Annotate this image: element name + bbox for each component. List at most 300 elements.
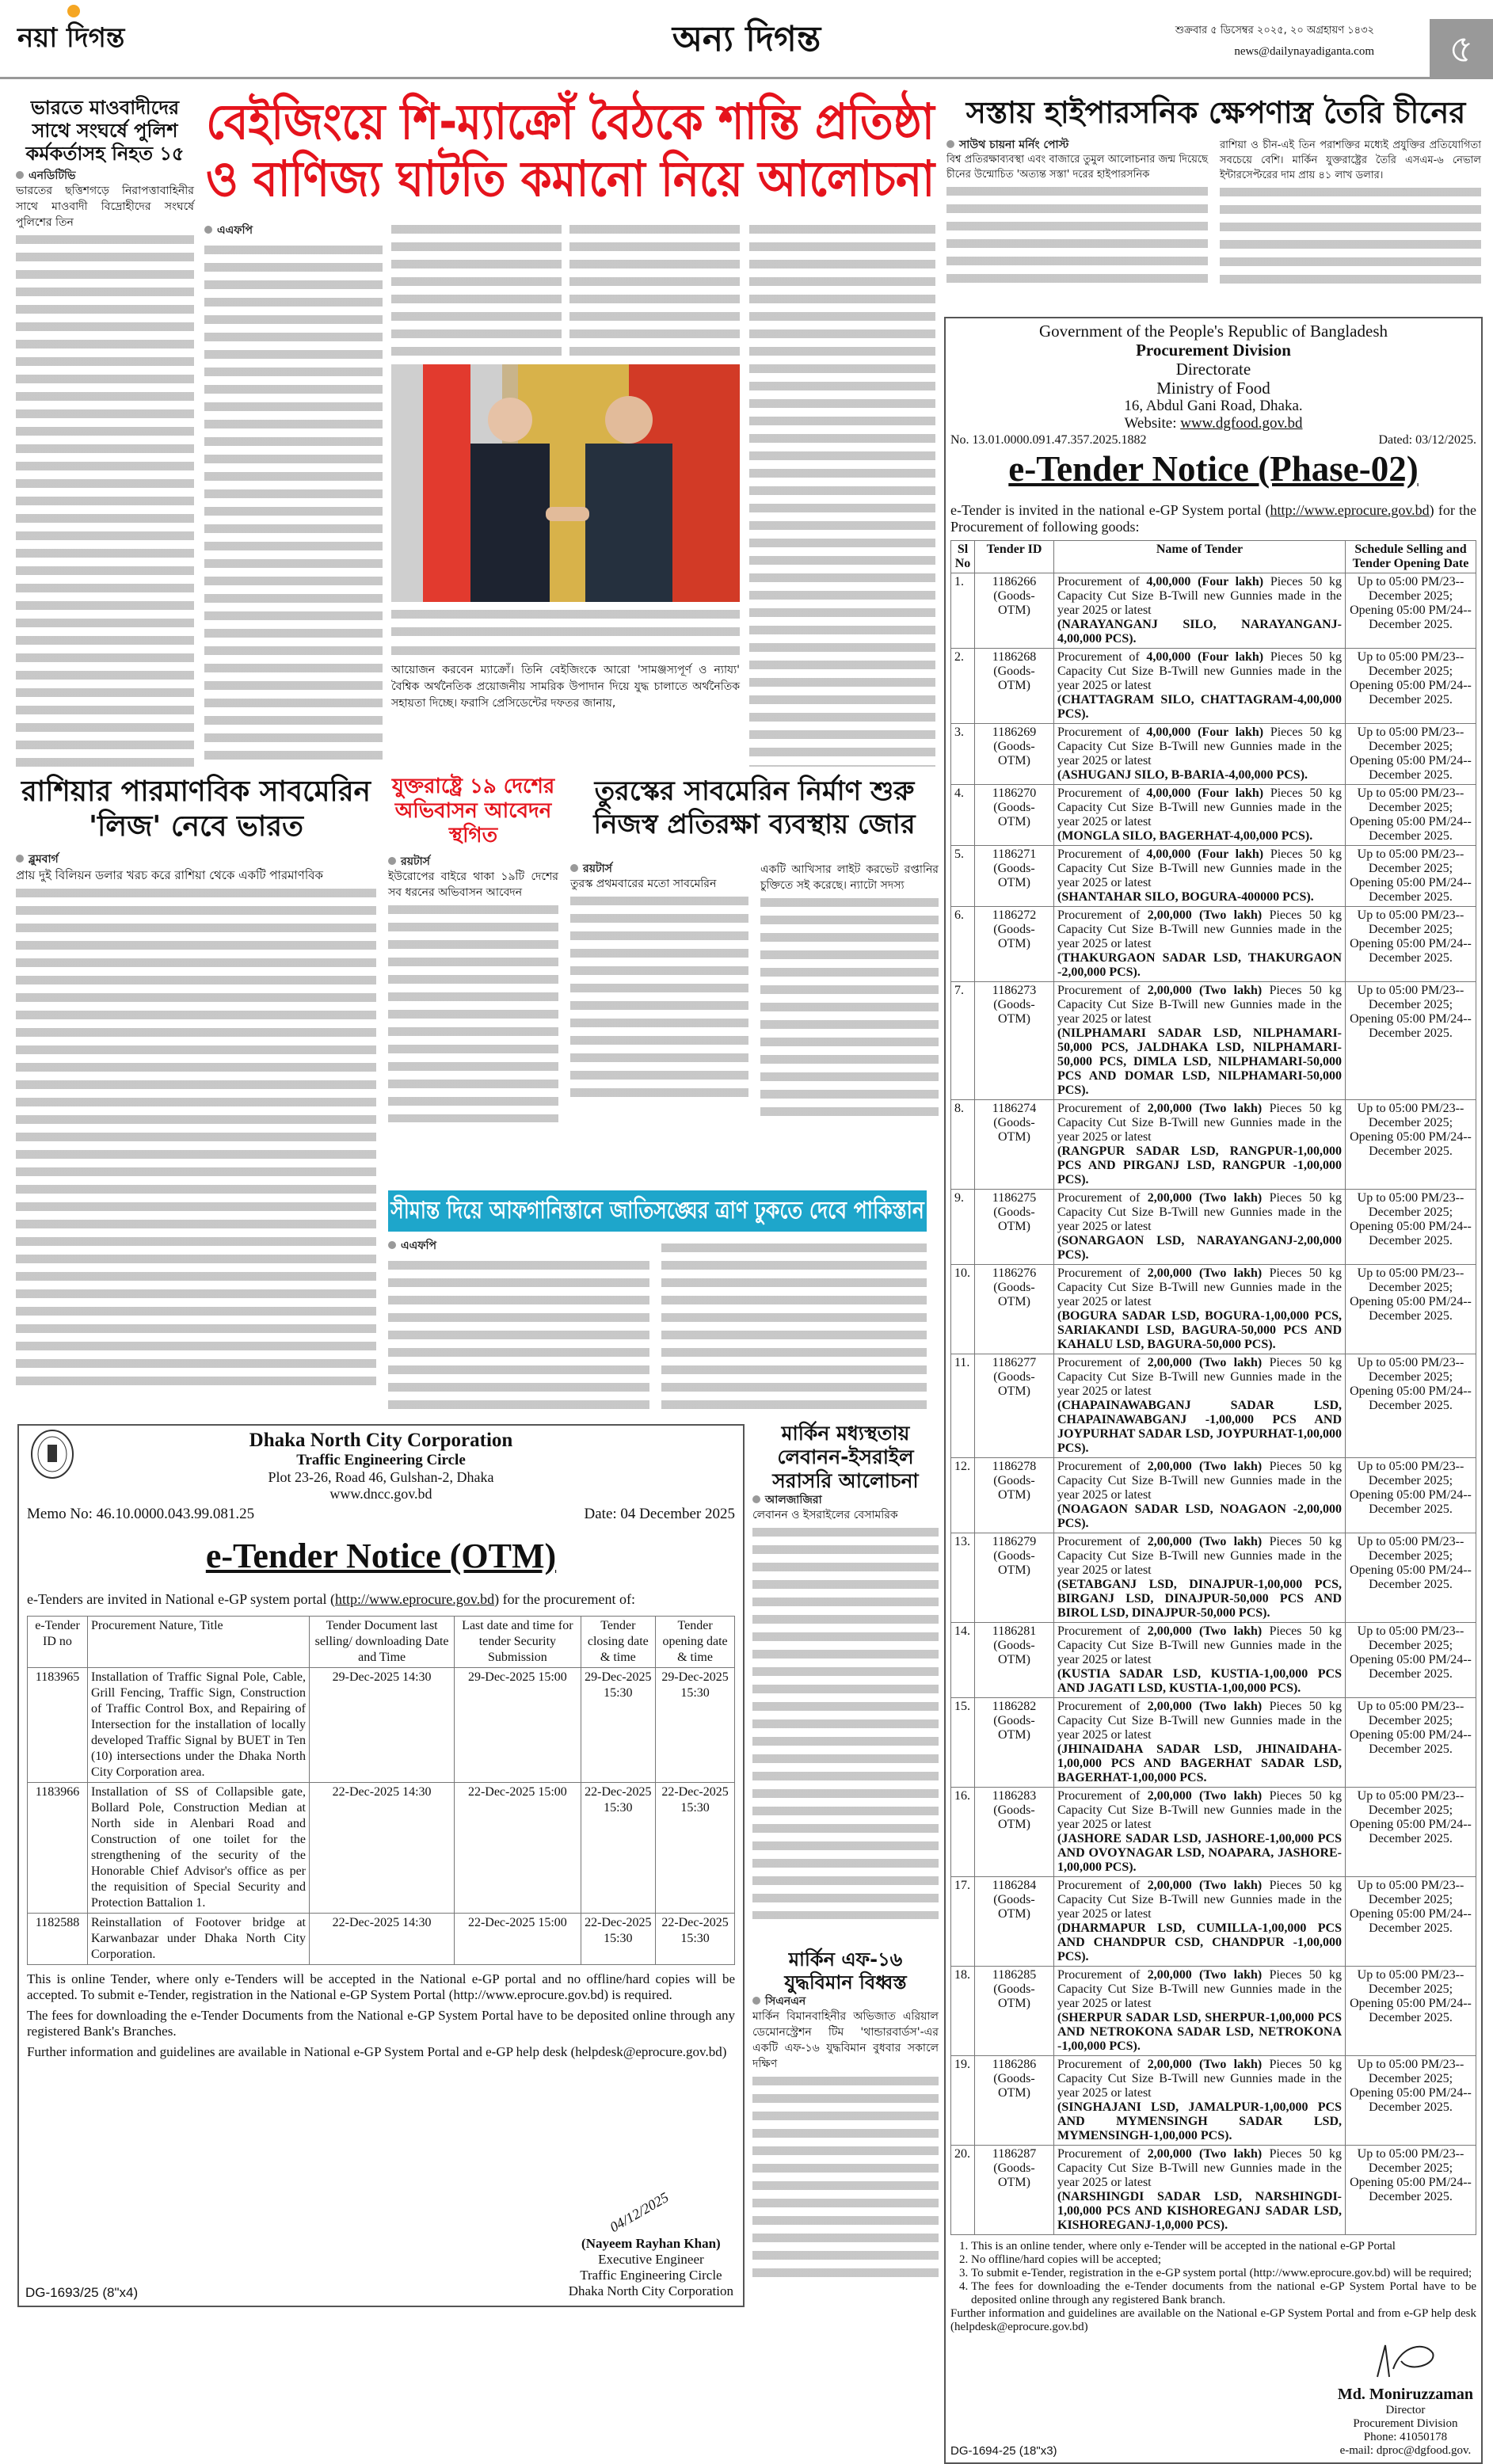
cell-schedule: Up to 05:00 PM/23--December 2025; Opening 05:00 PM/24--December 2025. — [1346, 846, 1476, 907]
further-info: Further information and guidelines are available on the National e-GP System Portal and from e-GP help desk (helpdesk@eprocure.gov.bd) — [950, 2307, 1476, 2333]
tender-id: 1186271 — [992, 847, 1037, 861]
table-row — [951, 1623, 1476, 1698]
cell-sl: 17. — [951, 1877, 975, 1967]
note: The fees for downloading the e-Tender Documents from the National e-GP System Portal have to be deposited online through any registered Bank's Branches. — [27, 2008, 735, 2039]
cell-name — [1054, 1788, 1346, 1877]
division-name: Procurement Division — [1136, 341, 1291, 360]
item-prefix: Procurement of — [1057, 847, 1140, 861]
cell-tender-id — [975, 907, 1054, 982]
item-suffix: Pieces 50 kg Capacity Cut Size B-Twill new Gunnies made in the year 2025 or latest — [1057, 1102, 1343, 1144]
masthead — [0, 0, 1493, 79]
cell-tender-id — [975, 1788, 1054, 1877]
note: This is online Tender, where only e-Tenders will be accepted in the National e-GP portal and no offline/hard copies will be accepted. To submit e-Tender, registration in the National e-GP System Portal (http://www.eprocure.gov.bd) is required. — [27, 1971, 735, 2002]
tender-id: 1186273 — [992, 984, 1037, 997]
item-suffix: Pieces 50 kg Capacity Cut Size B-Twill new Gunnies made in the year 2025 or latest — [1057, 650, 1343, 692]
body-text — [388, 901, 558, 1122]
tender-id: 1186276 — [992, 1266, 1037, 1280]
afghan-headline: সীমান্ত দিয়ে আফগানিস্তানে জাতিসঙ্ঘের ত্রাণ ঢুকতে দেবে পাকিস্তান — [390, 1197, 924, 1224]
cell-sell: 22-Dec-2025 14:30 — [310, 1783, 455, 1914]
headline: সস্তায় হাইপারসনিক ক্ষেপণাস্ত্র তৈরি চীনের — [965, 95, 1466, 130]
org-address: Plot 23-26, Road 46, Gulshan-2, Dhaka — [268, 1469, 494, 1485]
column-header: Last date and time for tender Security Submission — [455, 1617, 581, 1668]
newspaper-logo: নয়া দিগন্ত — [17, 22, 125, 54]
body-text — [570, 892, 748, 1106]
quantity: 2,00,000 (Two lakh) — [1147, 908, 1263, 922]
tender-type: (Goods-OTM) — [993, 665, 1035, 692]
cell-tender-id — [975, 1623, 1054, 1698]
signatory-designation: Director — [1385, 2404, 1426, 2416]
cell-schedule: Up to 05:00 PM/23--December 2025; Opening 05:00 PM/24--December 2025. — [1346, 649, 1476, 724]
tender-type: (Goods-OTM) — [993, 1549, 1035, 1577]
quantity: 2,00,000 (Two lakh) — [1147, 1700, 1263, 1713]
location: (THAKURGAON SADAR LSD, THAKURGAON -2,00,000 PCS). — [1057, 951, 1342, 979]
cell-name — [1054, 846, 1346, 907]
cell-name — [1054, 1623, 1346, 1698]
item-prefix: Procurement of — [1057, 1535, 1141, 1548]
body-text — [946, 182, 1208, 285]
cell-tender-id — [975, 2146, 1054, 2235]
body-text — [204, 241, 383, 764]
byline: এএফপি — [204, 223, 253, 238]
ad-code: DG-1693/25 (8"x4) — [25, 2285, 139, 2300]
org-website[interactable]: www.dncc.gov.bd — [329, 1486, 432, 1502]
tender-id: 1186278 — [992, 1460, 1037, 1473]
cell-tender-id — [975, 1877, 1054, 1967]
column-header: Tender Document last selling/ downloading Date and Time — [310, 1617, 455, 1668]
cell-security: 29-Dec-2025 15:00 — [455, 1668, 581, 1783]
signatory-designation: Executive Engineer — [598, 2252, 704, 2267]
cell-sell: 29-Dec-2025 14:30 — [310, 1668, 455, 1783]
column-header: Tender closing date & time — [581, 1617, 656, 1668]
tender-type: (Goods-OTM) — [993, 1639, 1035, 1666]
cell-name — [1054, 1458, 1346, 1533]
article-afghan — [388, 1239, 927, 1253]
cell-name — [1054, 1100, 1346, 1190]
tender-id: 1186279 — [992, 1535, 1037, 1548]
circle-name: Traffic Engineering Circle — [296, 1452, 466, 1468]
tender-id: 1186277 — [992, 1356, 1037, 1369]
signature: 04/12/2025 — [607, 2188, 672, 2236]
cell-sl: 8. — [951, 1100, 975, 1190]
section-title: অন্য দিগন্ত — [672, 19, 821, 59]
body-text — [661, 1239, 927, 1415]
table-row — [951, 846, 1476, 907]
quantity: 4,00,000 (Four lakh) — [1146, 847, 1264, 861]
location: (CHATTAGRAM SILO, CHATTAGRAM-4,00,000 PCS). — [1057, 693, 1342, 721]
cell-name — [1054, 1354, 1346, 1458]
lead: বিশ্ব প্রতিরক্ষাব্যবস্থা এবং বাজারে তুমুল আলোচনার জন্ম দিয়েছে চীনের উন্মোচিত 'অত্যন্ত সস্তা' দরের হাইপারসনিক — [946, 154, 1208, 181]
table-row — [951, 907, 1476, 982]
tender-id: 1186268 — [992, 650, 1037, 664]
cell-name — [1054, 907, 1346, 982]
cell-name — [1054, 1190, 1346, 1265]
table-row — [951, 1458, 1476, 1533]
cell-sl: 16. — [951, 1788, 975, 1877]
note: 2. No offline/hard copies will be accepted; — [971, 2253, 1476, 2267]
item-suffix: Pieces 50 kg Capacity Cut Size B-Twill new Gunnies made in the year 2025 or latest — [1057, 908, 1343, 950]
headline: ভারতে মাওবাদীদের সাথে সংঘর্ষে পুলিশ কর্মকর্তাসহ নিহত ১৫ — [25, 97, 185, 165]
cell-schedule: Up to 05:00 PM/23--December 2025; Opening 05:00 PM/24--December 2025. — [1346, 2056, 1476, 2146]
issue-date: শুক্রবার ৫ ডিসেম্বর ২০২৫, ২০ অগ্রহায়ণ ১৪৩২ — [1175, 25, 1374, 36]
body-text — [391, 220, 562, 359]
byline: এনডিটিভি — [16, 169, 194, 183]
table-row — [951, 2146, 1476, 2235]
cell-tender-id — [975, 785, 1054, 846]
cell-schedule: Up to 05:00 PM/23--December 2025; Opening 05:00 PM/24--December 2025. — [1346, 2146, 1476, 2235]
quantity: 2,00,000 (Two lakh) — [1147, 1191, 1263, 1205]
notice-date: Date: 04 December 2025 — [584, 1506, 735, 1522]
item-prefix: Procurement of — [1057, 1191, 1141, 1205]
body-text — [391, 642, 740, 659]
cell-name — [1054, 1533, 1346, 1623]
location: (MONGLA SILO, BAGERHAT-4,00,000 PCS). — [1057, 829, 1313, 843]
tender-type: (Goods-OTM) — [993, 1982, 1035, 2010]
ad-code: DG-1694-25 (18"x3) — [950, 2444, 1057, 2458]
cell-schedule: Up to 05:00 PM/23--December 2025; Opening 05:00 PM/24--December 2025. — [1346, 724, 1476, 785]
tender-id: 1186285 — [992, 1968, 1037, 1982]
cell-schedule: Up to 05:00 PM/23--December 2025; Opening 05:00 PM/24--December 2025. — [1346, 1967, 1476, 2056]
location: (KUSTIA SADAR LSD, KUSTIA-1,00,000 PCS AND JAGATI LSD, KUSTIA-1,00,000 PCS). — [1057, 1667, 1342, 1695]
note: 4. The fees for downloading the e-Tender documents from the national e-GP System Portal have to be deposited online through any registered Bank branch. — [971, 2280, 1476, 2307]
cell-name — [1054, 1265, 1346, 1354]
cell-name — [1054, 724, 1346, 785]
item-prefix: Procurement of — [1057, 1624, 1141, 1638]
body-text — [760, 893, 939, 1123]
location: (SHANTAHAR SILO, BOGURA-400000 PCS). — [1057, 890, 1314, 904]
table-row — [951, 1877, 1476, 1967]
org-name: Dhaka North City Corporation — [249, 1430, 513, 1451]
cell-tender-id — [975, 1265, 1054, 1354]
cell-title: Installation of SS of Collapsible gate, Bollard Pole, Construction Median at North side in Alenbari Road and Construction of one toilet for the strengthening of the security of the Honorable Chief Advisor's office as per the requisition of Special Security and Protection Battalion 1. — [88, 1783, 310, 1914]
cell-tender-id — [975, 1190, 1054, 1265]
macron-xi-handshake-photo — [391, 364, 740, 602]
location: (BOGURA SADAR LSD, BOGURA-1,00,000 PCS, SARIAKANDI LSD, BAGURA-50,000 PCS AND KAHALU LSD, BAGURA-50,000 PCS). — [1057, 1309, 1342, 1351]
signature-icon — [1369, 2337, 1441, 2382]
tender-type: (Goods-OTM) — [993, 1714, 1035, 1742]
body-text — [749, 220, 935, 767]
location: (ASHUGANJ SILO, B-BARIA-4,00,000 PCS). — [1057, 768, 1308, 782]
item-suffix: Pieces 50 kg Capacity Cut Size B-Twill new Gunnies made in the year 2025 or latest — [1057, 1266, 1343, 1308]
item-prefix: Procurement of — [1057, 725, 1140, 739]
quantity: 2,00,000 (Two lakh) — [1147, 2147, 1263, 2161]
quantity: 2,00,000 (Two lakh) — [1147, 1460, 1263, 1473]
item-prefix: Procurement of — [1057, 2147, 1141, 2161]
dncc-tender-notice — [17, 1424, 745, 2307]
quantity: 2,00,000 (Two lakh) — [1147, 1266, 1263, 1280]
website-link[interactable]: www.dgfood.gov.bd — [1180, 415, 1303, 432]
tender-type: (Goods-OTM) — [993, 801, 1035, 828]
table-row — [951, 1698, 1476, 1788]
cell-sl: 18. — [951, 1967, 975, 2056]
tender-id: 1186286 — [992, 2058, 1037, 2071]
item-suffix: Pieces 50 kg Capacity Cut Size B-Twill new Gunnies made in the year 2025 or latest — [1057, 1968, 1343, 2010]
cell-schedule: Up to 05:00 PM/23--December 2025; Opening 05:00 PM/24--December 2025. — [1346, 1698, 1476, 1788]
signatory-name: Md. Moniruzzaman — [1337, 2386, 1473, 2403]
article-main — [204, 220, 941, 767]
column-header: Sl No — [951, 541, 975, 573]
signatory-org: Dhaka North City Corporation — [568, 2283, 733, 2298]
signatory-circle: Traffic Engineering Circle — [580, 2268, 722, 2283]
item-prefix: Procurement of — [1057, 984, 1141, 997]
signatory-phone: Phone: 41050178 — [1363, 2431, 1448, 2443]
lead: একটি আখিসার লাইট করভেট রপ্তানির চুক্তিতে সই করেছে। ন্যাটো সদস্য — [760, 863, 939, 892]
address: 16, Abdul Gani Road, Dhaka. — [1124, 398, 1303, 414]
cell-id: 1183965 — [28, 1668, 88, 1783]
cell-schedule: Up to 05:00 PM/23--December 2025; Opening 05:00 PM/24--December 2025. — [1346, 982, 1476, 1100]
article-russia-submarine — [16, 775, 376, 1391]
dncc-seal-icon — [30, 1429, 74, 1480]
cell-tender-id — [975, 724, 1054, 785]
cell-security: 22-Dec-2025 15:00 — [455, 1914, 581, 1965]
note: 1. This is an online tender, where only e-Tender will be accepted in the national e-GP Portal — [971, 2240, 1476, 2253]
quantity: 4,00,000 (Four lakh) — [1146, 575, 1264, 588]
cell-sl: 9. — [951, 1190, 975, 1265]
news-photo — [391, 364, 740, 602]
signatory-email[interactable]: e-mail: dproc@dgfood.gov. — [1339, 2444, 1472, 2457]
body-text — [16, 230, 194, 769]
location: (NARSHINGDI SADAR LSD, NARSHINGDI-1,00,000 PCS AND KISHOREGANJ SADAR LSD, KISHOREGANJ-1,0,000 PCS). — [1057, 2190, 1342, 2232]
location: (NILPHAMARI SADAR LSD, NILPHAMARI-50,000 PCS, JALDHAKA LSD, NILPHAMARI-50,000 PCS, DIMLA LSD, NILPHAMARI-50,000 PCS AND DOMAR LSD, NILPHAMARI-50,000 PCS). — [1057, 1026, 1342, 1097]
photo-caption — [391, 605, 740, 637]
tender-id: 1186270 — [992, 786, 1037, 800]
quantity: 4,00,000 (Four lakh) — [1146, 650, 1264, 664]
quantity: 2,00,000 (Two lakh) — [1147, 1356, 1263, 1369]
cell-sl: 20. — [951, 2146, 975, 2235]
signatory-division: Procurement Division — [1353, 2417, 1458, 2430]
note: 3. To submit e-Tender, registration in the e-GP system portal (http://www.eprocure.gov.bd) will be required; — [971, 2267, 1476, 2280]
lead: লেবানন ও ইসরাইলের বেসামরিক — [752, 1509, 898, 1521]
cell-sell: 22-Dec-2025 14:30 — [310, 1914, 455, 1965]
tender-type: (Goods-OTM) — [993, 1474, 1035, 1502]
table-row — [951, 724, 1476, 785]
cell-schedule: Up to 05:00 PM/23--December 2025; Opening 05:00 PM/24--December 2025. — [1346, 785, 1476, 846]
table-row — [951, 982, 1476, 1100]
cell-security: 22-Dec-2025 15:00 — [455, 1783, 581, 1914]
cell-opening: 22-Dec-2025 15:30 — [656, 1783, 735, 1914]
article-us-immigration — [388, 775, 558, 1122]
tender-id: 1186281 — [992, 1624, 1037, 1638]
cell-sl: 14. — [951, 1623, 975, 1698]
item-suffix: Pieces 50 kg Capacity Cut Size B-Twill new Gunnies made in the year 2025 or latest — [1057, 575, 1343, 617]
tender-type: (Goods-OTM) — [993, 1893, 1035, 1921]
cell-tender-id — [975, 1698, 1054, 1788]
tender-type: (Goods-OTM) — [993, 2072, 1035, 2100]
tender-type: (Goods-OTM) — [993, 1370, 1035, 1398]
food-tender-notice — [944, 317, 1483, 2464]
main-snippet: আয়োজন করবেন ম্যাক্রোঁ। তিনি বেইজিংকে আরো 'সামঞ্জস্যপূর্ণ ও ন্যায্য' বৈশ্বিক অর্থনৈতিক প্রয়োজনীয় সামরিক উপাদান দিয়ে যুদ্ধ চালাতে অর্থনৈতিক সহায়তা দিচ্ছে। ফরাসি প্রেসিডেন্টের দফতর জানায়, — [391, 664, 740, 710]
location: (NOAGAON SADAR LSD, NOAGAON -2,00,000 PCS). — [1057, 1502, 1342, 1530]
table-row — [951, 1354, 1476, 1458]
item-suffix: Pieces 50 kg Capacity Cut Size B-Twill new Gunnies made in the year 2025 or latest — [1057, 725, 1343, 767]
column-header: Name of Tender — [1054, 541, 1346, 573]
tender-type: (Goods-OTM) — [993, 1803, 1035, 1831]
tender-type: (Goods-OTM) — [993, 589, 1035, 617]
item-suffix: Pieces 50 kg Capacity Cut Size B-Twill new Gunnies made in the year 2025 or latest — [1057, 1356, 1343, 1398]
headline: তুরস্কের সাবমেরিন নির্মাণ শুরু নিজস্ব প্রতিরক্ষা ব্যবস্থায় জোর — [593, 775, 916, 840]
article-hypersonic — [946, 93, 1485, 181]
cell-name — [1054, 1967, 1346, 2056]
cell-sl: 4. — [951, 785, 975, 846]
quantity: 2,00,000 (Two lakh) — [1147, 1879, 1263, 1892]
cell-name — [1054, 2056, 1346, 2146]
cell-sl: 1. — [951, 573, 975, 649]
cell-sl: 3. — [951, 724, 975, 785]
food-tender-table — [950, 540, 1476, 2235]
cell-tender-id — [975, 573, 1054, 649]
table-row — [951, 649, 1476, 724]
cell-closing: 22-Dec-2025 15:30 — [581, 1783, 656, 1914]
location: (NARAYANGANJ SILO, NARAYANGANJ-4,00,000 PCS). — [1057, 618, 1342, 646]
main-headline: বেইজিংয়ে শি-ম্যাক্রোঁ বৈঠকে শান্তি প্রতিষ্ঠা ও বাণিজ্য ঘাটতি কমানো নিয়ে আলোচনা — [205, 93, 935, 208]
item-suffix: Pieces 50 kg Capacity Cut Size B-Twill new Gunnies made in the year 2025 or latest — [1057, 1460, 1343, 1502]
tender-type: (Goods-OTM) — [993, 923, 1035, 950]
item-suffix: Pieces 50 kg Capacity Cut Size B-Twill new Gunnies made in the year 2025 or latest — [1057, 847, 1343, 889]
tender-id: 1186274 — [992, 1102, 1037, 1115]
item-prefix: Procurement of — [1057, 1266, 1141, 1280]
location: (JASHORE SADAR LSD, JASHORE-1,00,000 PCS AND OVOYNAGAR LSD, NOAPARA, JASHORE-1,00,000 PCS). — [1057, 1832, 1342, 1874]
cell-schedule: Up to 05:00 PM/23--December 2025; Opening 05:00 PM/24--December 2025. — [1346, 1354, 1476, 1458]
byline: সিএনএন — [752, 1994, 939, 2009]
table-row — [951, 1967, 1476, 2056]
memo-number: No. 13.01.0000.091.47.357.2025.1882 — [950, 433, 1147, 447]
memo-number: Memo No: 46.10.0000.043.99.081.25 — [27, 1506, 255, 1522]
body-text — [388, 1256, 649, 1415]
location: (JHINAIDAHA SADAR LSD, JHINAIDAHA-1,00,000 PCS AND BAGERHAT SADAR LSD, BAGERHAT-1,00,000 PCS. — [1057, 1742, 1342, 1784]
tender-id: 1186275 — [992, 1191, 1037, 1205]
table-row — [951, 1265, 1476, 1354]
item-prefix: Procurement of — [1057, 2058, 1141, 2071]
tender-type: (Goods-OTM) — [993, 998, 1035, 1026]
signatory-name: (Nayeem Rayhan Khan) — [581, 2236, 721, 2251]
table-row — [28, 1914, 735, 1965]
location: (DHARMAPUR LSD, CUMILLA-1,00,000 PCS AND CHANDPUR CSD, CHANDPUR -1,00,000 PCS). — [1057, 1921, 1342, 1963]
website: Website: www.dgfood.gov.bd — [1124, 415, 1303, 432]
page-number: ৫ — [1430, 19, 1493, 79]
cell-schedule: Up to 05:00 PM/23--December 2025; Opening 05:00 PM/24--December 2025. — [1346, 1877, 1476, 1967]
cell-name — [1054, 1877, 1346, 1967]
tender-id: 1186283 — [992, 1789, 1037, 1803]
item-suffix: Pieces 50 kg Capacity Cut Size B-Twill new Gunnies made in the year 2025 or latest — [1057, 1700, 1343, 1742]
notice-date: Dated: 03/12/2025. — [1378, 433, 1476, 447]
notice-title: e-Tender Notice (OTM) — [205, 1537, 557, 1575]
cell-schedule: Up to 05:00 PM/23--December 2025; Opening 05:00 PM/24--December 2025. — [1346, 1788, 1476, 1877]
tender-id: 1186284 — [992, 1879, 1037, 1892]
table-row — [951, 573, 1476, 649]
cell-opening: 22-Dec-2025 15:30 — [656, 1914, 735, 1965]
byline: সাউথ চায়না মর্নিং পোস্ট — [946, 138, 1208, 152]
cell-tender-id — [975, 649, 1054, 724]
cell-schedule: Up to 05:00 PM/23--December 2025; Opening 05:00 PM/24--December 2025. — [1346, 907, 1476, 982]
cell-tender-id — [975, 1458, 1054, 1533]
location: (SONARGAON LSD, NARAYANGANJ-2,00,000 PCS). — [1057, 1234, 1342, 1262]
body-text — [1220, 183, 1481, 286]
item-suffix: Pieces 50 kg Capacity Cut Size B-Twill new Gunnies made in the year 2025 or latest — [1057, 1789, 1343, 1831]
tender-type: (Goods-OTM) — [993, 1205, 1035, 1233]
cell-sl: 13. — [951, 1533, 975, 1623]
tender-id: 1186287 — [992, 2147, 1037, 2161]
location: (SINGHAJANI LSD, JAMALPUR-1,00,000 PCS AND MYMENSINGH SADAR LSD, MYMENSINGH-1,00,000 PCS). — [1057, 2100, 1342, 2142]
quantity: 4,00,000 (Four lakh) — [1146, 725, 1264, 739]
lead: ভারতের ছত্তিশগড়ে নিরাপত্তাবাহিনীর সাথে মাওবাদী বিদ্রোহীদের সংঘর্ষে পুলিশের তিন — [16, 185, 194, 229]
table-row — [951, 2056, 1476, 2146]
cell-sl: 12. — [951, 1458, 975, 1533]
item-prefix: Procurement of — [1057, 1102, 1141, 1115]
column-header: Tender ID — [975, 541, 1054, 573]
item-prefix: Procurement of — [1057, 1356, 1141, 1369]
eprocure-link[interactable]: http://www.eprocure.gov.bd — [334, 1591, 495, 1607]
item-prefix: Procurement of — [1057, 650, 1140, 664]
item-suffix: Pieces 50 kg Capacity Cut Size B-Twill new Gunnies made in the year 2025 or latest — [1057, 1879, 1343, 1921]
lead: তুরস্ক প্রথমবারের মতো সাবমেরিন — [570, 878, 717, 890]
tender-id: 1186266 — [992, 575, 1037, 588]
byline: রয়টার্স — [388, 855, 558, 869]
body-text — [752, 2072, 939, 2286]
item-suffix: Pieces 50 kg Capacity Cut Size B-Twill new Gunnies made in the year 2025 or latest — [1057, 786, 1343, 828]
eprocure-link[interactable]: http://www.eprocure.gov.bd — [1270, 502, 1430, 518]
quantity: 2,00,000 (Two lakh) — [1147, 1789, 1263, 1803]
cell-name — [1054, 785, 1346, 846]
cell-sl: 5. — [951, 846, 975, 907]
quantity: 4,00,000 (Four lakh) — [1146, 786, 1264, 800]
quantity: 2,00,000 (Two lakh) — [1147, 984, 1263, 997]
body-text — [752, 1523, 939, 1919]
table-row — [951, 1190, 1476, 1265]
article-f16 — [752, 1948, 939, 2286]
cell-sl: 11. — [951, 1354, 975, 1458]
cell-tender-id — [975, 1354, 1054, 1458]
headline: মার্কিন এফ-১৬ যুদ্ধবিমান বিধ্বস্ত — [784, 1948, 907, 1994]
cell-tender-id — [975, 1533, 1054, 1623]
column-header: Schedule Selling and Tender Opening Date — [1346, 541, 1476, 573]
cell-tender-id — [975, 1100, 1054, 1190]
cell-schedule: Up to 05:00 PM/23--December 2025; Opening 05:00 PM/24--December 2025. — [1346, 1190, 1476, 1265]
quantity: 2,00,000 (Two lakh) — [1147, 1624, 1263, 1638]
tender-id: 1186269 — [992, 725, 1037, 739]
byline: এএফপি — [388, 1239, 927, 1253]
cell-id: 1183966 — [28, 1783, 88, 1914]
location: (RANGPUR SADAR LSD, RANGPUR-1,00,000 PCS AND PIRGANJ LSD, RANGPUR -1,00,000 PCS). — [1057, 1144, 1342, 1186]
cell-sl: 6. — [951, 907, 975, 982]
cell-name — [1054, 982, 1346, 1100]
cell-tender-id — [975, 2056, 1054, 2146]
column-header: Procurement Nature, Title — [88, 1617, 310, 1668]
item-prefix: Procurement of — [1057, 1968, 1141, 1982]
gov-name: Government of the People's Republic of Bangladesh — [1038, 322, 1388, 341]
item-prefix: Procurement of — [1057, 786, 1140, 800]
item-suffix: Pieces 50 kg Capacity Cut Size B-Twill new Gunnies made in the year 2025 or latest — [1057, 1624, 1343, 1666]
article-maoist — [16, 97, 194, 769]
column-header: e-Tender ID no — [28, 1617, 88, 1668]
dncc-tender-table — [27, 1616, 735, 1965]
afghan-headline-band — [388, 1190, 927, 1232]
lead: প্রায় দুই বিলিয়ন ডলার খরচ করে রাশিয়া থেকে একটি পারমাণবিক — [16, 868, 323, 882]
notice-title: e-Tender Notice (Phase-02) — [1008, 449, 1419, 489]
table-row — [951, 1533, 1476, 1623]
note: Further information and guidelines are available in National e-GP System Portal and e-GP help desk (helpdesk@eprocure.gov.bd) — [27, 2044, 727, 2059]
cell-schedule: Up to 05:00 PM/23--December 2025; Opening 05:00 PM/24--December 2025. — [1346, 1533, 1476, 1623]
tender-id: 1186272 — [992, 908, 1037, 922]
cell-schedule: Up to 05:00 PM/23--December 2025; Opening 05:00 PM/24--December 2025. — [1346, 1100, 1476, 1190]
table-row — [951, 785, 1476, 846]
location: (SETABGANJ LSD, DINAJPUR-1,00,000 PCS, BIRGANJ LSD, DINAJPUR-50,000 PCS AND BIROL LSD, DINAJPUR-50,000 PCS). — [1057, 1578, 1342, 1620]
table-row — [951, 1100, 1476, 1190]
column-header: Tender opening date & time — [656, 1617, 735, 1668]
cell-sl: 2. — [951, 649, 975, 724]
cell-closing: 22-Dec-2025 15:30 — [581, 1914, 656, 1965]
ministry: Ministry of Food — [1156, 379, 1270, 398]
headline: যুক্তরাষ্ট্রে ১৯ দেশের অভিবাসন আবেদন স্থগিত — [391, 775, 555, 847]
lead: রাশিয়া ও চীন-এই তিন পরাশক্তির মধ্যেই প্রযুক্তির প্রতিযোগিতা সবচেয়ে বেশি। মার্কিন যুক্তরাষ্ট্রের তৈরি এসএম-৬ নেভাল ইন্টারসেপ্টরের দাম প্রায় ৪১ লাখ ডলার। — [1220, 139, 1481, 181]
